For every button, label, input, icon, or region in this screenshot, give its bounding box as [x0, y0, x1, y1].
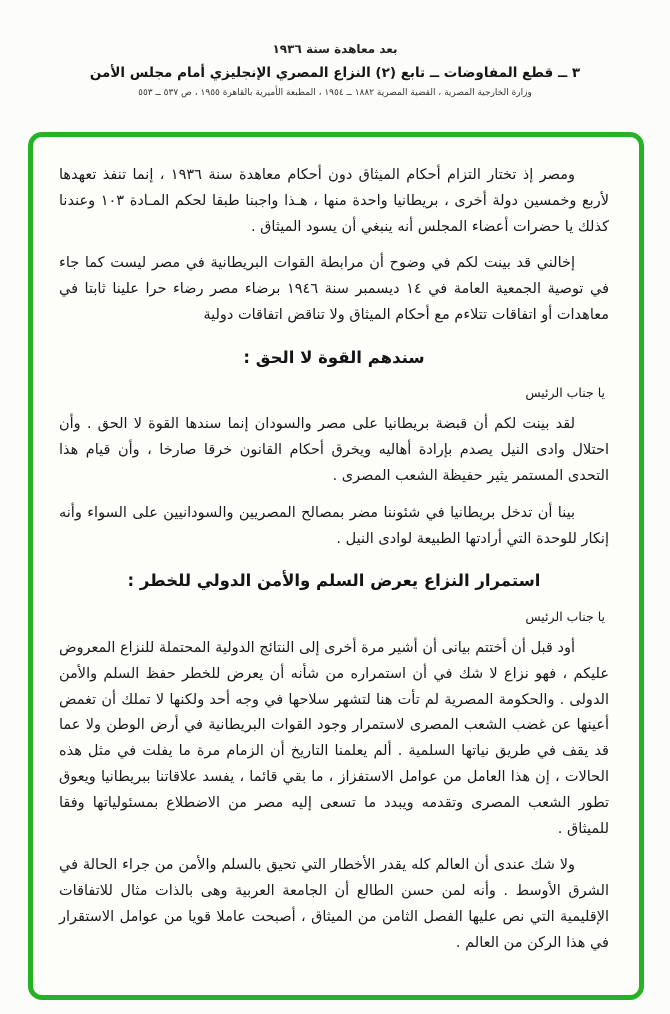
- paragraph-4: بينا أن تدخل بريطانيا في شئوننا مضر بمصالح المصريين والسودانيين على السواء وأنه إنكار للوحدة التي أرادتها الطبيعة لوادى النيل .: [59, 504, 609, 547]
- header-superscript: بعد معاهدة سنة ١٩٣٦: [272, 42, 398, 56]
- paragraph-3: لقد بينت لكم أن قبضة بريطانيا على مصر والسودان إنما سندها القوة لا الحق . وأن احتلال وادى النيل يصدم بإرادة أهاليه ويخرق أحكام القانون خرقا صارخا ، وأن قيام هذا التحدى المستمر يثير حفيظة الشعب المصرى .: [59, 416, 609, 484]
- section-heading-dispute-endangers-peace: استمرار النزاع يعرض السلم والأمن الدولي للخطر :: [127, 571, 541, 591]
- green-border-frame: [28, 132, 644, 1000]
- header-source-citation: وزارة الخارجية المصرية ، القضية المصرية ١٨٨٢ ــ ١٩٥٤ ، المطبعة الأميرية بالقاهرة ١٩٥٥ ، ص ٥٣٧ ــ ٥٥٣: [138, 88, 532, 98]
- paragraph-2: إخالني قد بينت لكم في وضوح أن مرابطة القوات البريطانية في مصر ليست كما جاء في توصية الجمعية العامة في ١٤ ديسمبر سنة ١٩٤٦ برضاء مصر رضاء حرا علينا ثابتا في معاهدات أو اتفاقات تتلاءم مع أحكام الميثاق ولا تناقض اتفاقات دولية: [59, 255, 609, 323]
- paragraph-6: ولا شك عندى أن العالم كله يقدر الأخطار التي تحيق بالسلم والأمن من جراء الحالة في الشرق الأوسط . وأنه لمن حسن الطالع أن الجامعة العربية وهى بالذات مثال للاتفاقات الإقليمية التي نص عليها الفصل الثامن من الميثاق ، أصبحت عاملا قويا من عوامل الاستقرار في هذا الركن من العالم .: [59, 857, 609, 951]
- section-heading-force-not-right: سندهم القوة لا الحق :: [243, 347, 425, 367]
- paragraph-1: ومصر إذ تختار التزام أحكام الميثاق دون أحكام معاهدة سنة ١٩٣٦ ، إنما تنفذ تعهدها لأربع وخمسين دولة أخرى ، بريطانيا واحدة منها ، هـذا واجبنا طبقا لحكم المـادة ١٠٣ وعندنا كذلك يا حضرات أعضاء المجلس أنه ينبغي أن يسود الميثاق .: [59, 167, 609, 235]
- header-title: ٣ ــ قطع المفاوضات ــ تابع (٢) النزاع المصري الإنجليزي أمام مجلس الأمن: [89, 65, 581, 81]
- paragraph-5: أود قبل أن أختتم بيانى أن أشير مرة أخرى إلى النتائج الدولية المحتملة للنزاع المعروض عليكم ، فهو نزاع لا شك في أن استمراره من شأنه أن يعرض للخطر حفظ السلم والأمن الدولى . والحكومة المصرية لم تأت هنا لتشهر سلاحها في وجه أحد ولكنها لا تملك أن تغمض أعينها عن غضب الشعب المصرى لاستمرار وجود القوات البريطانية في أرض الوطن ولا عما قد يقف في طريق نياتها السلمية . ألم يعلمنا التاريخ أن الزمام مرة ما يفلت في مثل هذه الحالات ، إن هذا العامل من عوامل الاستفزاز ، ما بقي قائما ، يفسد علاقاتنا ببريطانيا ويعوق تطور الشعب المصرى وتقدمه ويبدد ما تسعى إليه مصر من الاضطلاع بمسئولياتها وفقا للميثاق .: [59, 639, 609, 837]
- document-header: [0, 0, 670, 98]
- salutation-mr-president-2: يا جناب الرئيس: [525, 608, 605, 624]
- salutation-mr-president-1: يا جناب الرئيس: [525, 385, 605, 401]
- document-body: [33, 137, 639, 984]
